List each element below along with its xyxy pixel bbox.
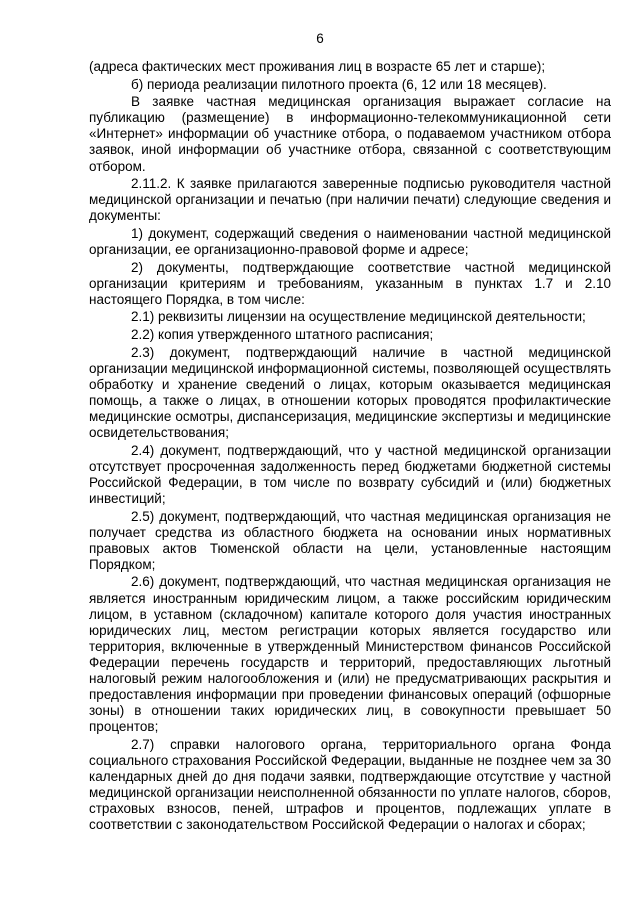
paragraph-item-2-2: 2.2) копия утвержденного штатного расписания; bbox=[131, 327, 434, 342]
paragraph-item-2-6: 2.6) документ, подтверждающий, что частная медицинская организация не является иностранным юридическим лицом, а также российским юридическим лицом, в уставном (складочном) капитале которого доля участия иностранных юридических лиц, местом регистрации которых является государство или территория, включенные в утвержденный Министерством финансов Российской Федерации перечень государств и территорий, предоставляющих льготный налоговый режим налогообложения и (или) не предусматривающих раскрытия и предоставления информации при проведении финансовых операций (офшорные зоны) в отношении таких юридических лиц, в совокупности превышает 50 процентов; bbox=[89, 574, 611, 735]
paragraph-2-11-2: 2.11.2. К заявке прилагаются заверенные подписью руководителя частной медицинской организации и печатью (при наличии печати) следующие сведения и документы: bbox=[89, 176, 611, 224]
paragraph-item-2-4: 2.4) документ, подтверждающий, что у частной медицинской организации отсутствует просроченная задолженность перед бюджетами бюджетной системы Российской Федерации, в том числе по возврату субсидий и (или) бюджетных инвестиций; bbox=[89, 442, 611, 506]
paragraph-item-2-7: 2.7) справки налогового органа, территориального органа Фонда социального страхования Российской Федерации, выданные не позднее чем за 30 календарных дней до дня подачи заявки, подтверждающие отсутствие у частной медицинской организации неисполненной обязанности по уплате налогов, сборов, страховых взносов, пеней, штрафов и процентов, подлежащих уплате в соответствии с законодательством Российской Федерации о налогах и сборах; bbox=[89, 736, 611, 833]
page-number: 6 bbox=[316, 31, 324, 46]
paragraph-item-2-1: 2.1) реквизиты лицензии на осуществление медицинской деятельности; bbox=[131, 309, 586, 325]
paragraph-item-2: 2) документы, подтверждающие соответствие частной медицинской организации критериям и требованиям, указанным в пунктах 1.7 и 2.10 настоящего Порядка, в том числе: bbox=[89, 259, 611, 307]
paragraph-item-1: 1) документ, содержащий сведения о наименовании частной медицинской организации, ее организационно-правовой форме и адресе; bbox=[89, 225, 611, 258]
paragraph-item-2-5: 2.5) документ, подтверждающий, что частная медицинская организация не получает средства из областного бюджета на основании иных нормативных правовых актов Тюменской области на цели, установленные настоящим Порядком; bbox=[89, 508, 611, 572]
document-body bbox=[89, 59, 611, 835]
paragraph-publication-consent: В заявке частная медицинская организация выражает согласие на публикацию (размещение) в информационно-телекоммуникационной сети «Интернет» информации об участнике отбора, о подаваемом участником отбора заявок, иной информации об участнике отбора, связанной с соответствующим отбором. bbox=[89, 94, 611, 174]
paragraph-item-2-3: 2.3) документ, подтверждающий наличие в частной медицинской организации медицинской информационной системы, позволяющей осуществлять обработку и хранение сведений о лицах, которым оказывается медицинская помощь, а также о лицах, в отношении которых проводятся профилактические медицинские осмотры, диспансеризация, медицинские экспертизы и медицинские освидетельствования; bbox=[89, 344, 611, 441]
paragraph-address-continuation: (адреса фактических мест проживания лиц в возрасте 65 лет и старше); bbox=[89, 59, 546, 74]
paragraph-pilot-period: б) периода реализации пилотного проекта (6, 12 или 18 месяцев). bbox=[131, 76, 547, 92]
